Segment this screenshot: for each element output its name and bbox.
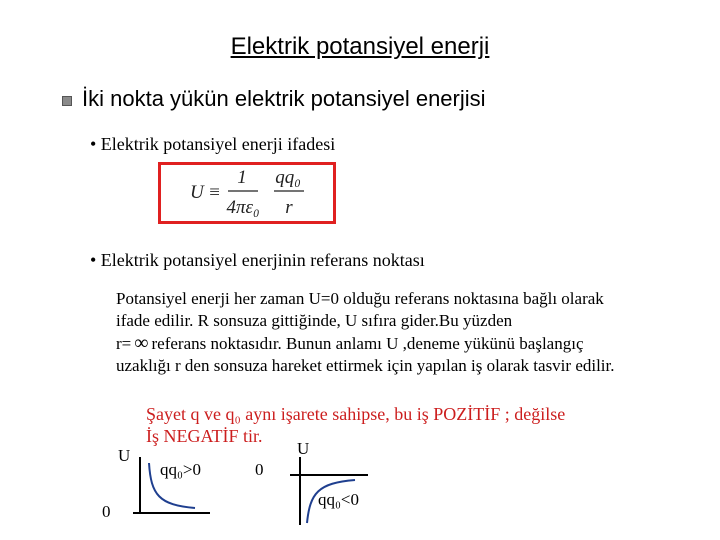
potential-energy-formula [190, 165, 330, 226]
formula-graphic [190, 165, 330, 221]
graph-negative-origin-label: 0 [255, 460, 264, 479]
graph-positive-y-label: U [118, 446, 131, 465]
r-equals-label: r= [116, 334, 132, 353]
section-heading: İki nokta yükün elektrik potansiyel enerjisi [82, 86, 486, 111]
graph-negative-curve [307, 480, 355, 523]
graph-negative-plot [270, 455, 370, 530]
graph-negative-y-label: U [297, 439, 310, 458]
paragraph-line-2: ifade edilir. R sonsuza gittiğinde, U sıfıra gider.Bu yüzden [116, 311, 513, 330]
bullet-reference-label: • Elektrik potansiyel enerjinin referans noktası [90, 250, 425, 270]
formula-lhs: U [190, 182, 204, 203]
sign-note [146, 403, 565, 447]
paragraph-line-1: Potansiyel enerji her zaman U=0 olduğu referans noktasına bağlı olarak [116, 289, 604, 308]
formula-denominator-2: r [285, 197, 293, 218]
sign-note-line-2: İş NEGATİF tir. [146, 426, 263, 446]
page-title: Elektrik potansiyel enerji [230, 33, 490, 60]
paragraph-line-3-rest: referans noktasıdır. Bunun anlamı U ,deneme yükünü başlangıç [151, 334, 584, 353]
graph-negative-curve-label: qq₀<0 [318, 490, 360, 509]
explanation-paragraph [116, 288, 716, 377]
paragraph-line-3 [116, 332, 716, 355]
square-bullet-icon [62, 96, 72, 106]
graph-positive-curve-label: qq₀>0 [160, 460, 202, 479]
graph-positive-origin-label: 0 [102, 502, 111, 521]
sign-note-line-1: Şayet q ve q₀ aynı işarete sahipse, bu iş POZİTİF ; değilse [146, 404, 566, 424]
infinity-icon: ∞ [134, 332, 149, 354]
formula-equiv: ≡ [208, 182, 221, 203]
formula-denominator-1: 4πε₀ [226, 197, 260, 218]
paragraph-line-4: uzaklığı r den sonsuza hareket ettirmek için yapılan iş olarak tasvir edilir. [116, 356, 615, 375]
bullet-formula-label: • Elektrik potansiyel enerji ifadesi [90, 134, 336, 154]
graph-positive-curve [149, 463, 195, 508]
formula-numerator-1: 1 [237, 167, 247, 188]
formula-numerator-2: qq₀ [275, 167, 301, 188]
graph-positive-plot [125, 455, 215, 525]
